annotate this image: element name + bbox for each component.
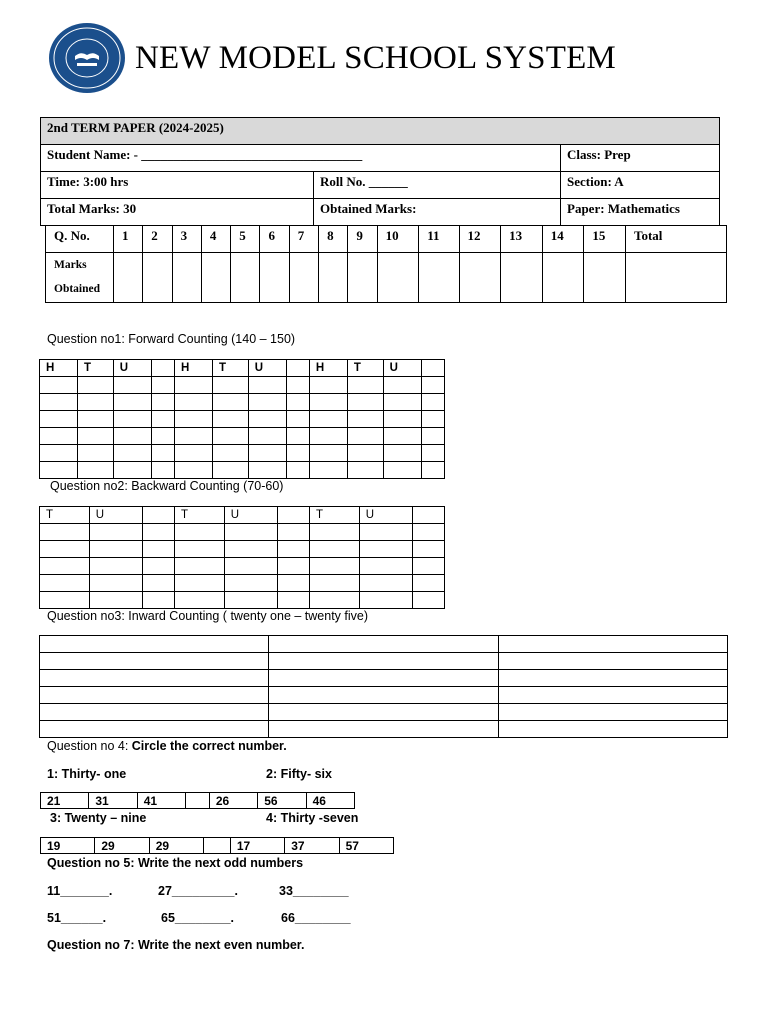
qno-11: 11: [419, 226, 459, 253]
q4-row1-options: [40, 792, 355, 809]
q2-answer-cell[interactable]: [359, 524, 412, 541]
q1-answer-cell[interactable]: [248, 394, 286, 411]
qno-13: 13: [501, 226, 543, 253]
q2-answer-cell[interactable]: [412, 592, 444, 609]
q1-answer-cell[interactable]: [40, 377, 78, 394]
marks-obtained-table: [45, 225, 727, 303]
q2-answer-cell[interactable]: [277, 541, 309, 558]
q2-answer-cell[interactable]: [277, 575, 309, 592]
q1-answer-cell[interactable]: [78, 428, 114, 445]
q2-header: U: [359, 507, 412, 524]
q1-header: U: [383, 360, 421, 377]
q3-answer-cell[interactable]: [40, 636, 269, 653]
q1-answer-cell[interactable]: [212, 411, 248, 428]
q1-answer-cell[interactable]: [347, 394, 383, 411]
q2-header: U: [89, 507, 142, 524]
qno-1: 1: [114, 226, 143, 253]
q3-answer-row: [40, 653, 728, 670]
q2-header: [412, 507, 444, 524]
option-cell[interactable]: 37: [285, 838, 339, 854]
q2-answer-cell[interactable]: [89, 524, 142, 541]
q2-answer-cell[interactable]: [277, 558, 309, 575]
q1-answer-row: [40, 411, 445, 428]
q1-answer-cell[interactable]: [78, 377, 114, 394]
q2-header: T: [40, 507, 90, 524]
q2-answer-cell[interactable]: [40, 592, 90, 609]
option-cell[interactable]: 57: [339, 838, 393, 854]
option-cell[interactable]: 26: [209, 793, 257, 809]
marks-cell[interactable]: [459, 253, 501, 303]
q1-header: H: [309, 360, 347, 377]
q3-answer-row: [40, 670, 728, 687]
q2-header: T: [174, 507, 224, 524]
marks-cell[interactable]: [143, 253, 172, 303]
option-cell: [204, 838, 231, 854]
q2-answer-cell[interactable]: [309, 592, 359, 609]
q2-answer-cell[interactable]: [142, 592, 174, 609]
q1-answer-cell[interactable]: [383, 394, 421, 411]
q1-answer-cell[interactable]: [212, 445, 248, 462]
q3-answer-cell[interactable]: [269, 653, 498, 670]
q4-title: [47, 739, 287, 753]
q1-answer-cell[interactable]: [421, 445, 444, 462]
q1-answer-cell[interactable]: [212, 428, 248, 445]
q1-answer-cell[interactable]: [309, 462, 347, 479]
q3-answer-cell[interactable]: [269, 704, 498, 721]
q2-answer-cell[interactable]: [142, 524, 174, 541]
q1-answer-row: [40, 377, 445, 394]
school-logo: [48, 22, 126, 92]
q1-answer-row: [40, 445, 445, 462]
q2-grid: [39, 506, 445, 609]
q3-answer-row: [40, 687, 728, 704]
qno-9: 9: [348, 226, 377, 253]
q5-blank-d[interactable]: 51______.: [47, 911, 107, 925]
q3-answer-cell[interactable]: [498, 670, 727, 687]
time-label: Time: 3:00 hrs: [41, 172, 314, 199]
q1-answer-cell[interactable]: [174, 462, 212, 479]
qno-7: 7: [289, 226, 318, 253]
q1-answer-cell[interactable]: [113, 394, 151, 411]
q2-answer-cell[interactable]: [309, 524, 359, 541]
q3-answer-cell[interactable]: [498, 721, 727, 738]
q1-header: [421, 360, 444, 377]
q1-answer-cell[interactable]: [113, 411, 151, 428]
class-label: Class: Prep: [561, 145, 720, 172]
q2-answer-row: [40, 592, 445, 609]
marks-label-line2: Obtained: [54, 283, 101, 295]
q2-answer-cell[interactable]: [359, 575, 412, 592]
option-cell[interactable]: 29: [149, 838, 203, 854]
marks-cell[interactable]: [348, 253, 377, 303]
q1-answer-cell[interactable]: [78, 445, 114, 462]
q1-answer-cell[interactable]: [174, 411, 212, 428]
q2-answer-cell[interactable]: [359, 592, 412, 609]
q1-answer-cell[interactable]: [347, 428, 383, 445]
qno-2: 2: [143, 226, 172, 253]
q1-header: [151, 360, 174, 377]
q1-answer-cell[interactable]: [212, 377, 248, 394]
q1-answer-cell[interactable]: [309, 428, 347, 445]
student-name-field[interactable]: Student Name: - __________________________________: [41, 145, 561, 172]
exam-header-table: [40, 117, 720, 226]
q1-answer-cell[interactable]: [286, 394, 309, 411]
q1-title: Question no1: Forward Counting (140 – 150): [47, 332, 296, 346]
qno-10: 10: [377, 226, 419, 253]
q1-header: [286, 360, 309, 377]
q1-header-row: [40, 360, 445, 377]
qno-12: 12: [459, 226, 501, 253]
q1-header: U: [113, 360, 151, 377]
marks-cell[interactable]: [114, 253, 143, 303]
q2-answer-cell[interactable]: [40, 524, 90, 541]
q1-answer-cell[interactable]: [286, 377, 309, 394]
q3-answer-cell[interactable]: [40, 653, 269, 670]
q1-header: T: [78, 360, 114, 377]
q1-answer-cell[interactable]: [286, 411, 309, 428]
q1-answer-cell[interactable]: [309, 394, 347, 411]
qno-5: 5: [231, 226, 260, 253]
qno-6: 6: [260, 226, 289, 253]
q3-answer-cell[interactable]: [498, 653, 727, 670]
q3-answer-cell[interactable]: [269, 636, 498, 653]
marks-cell[interactable]: [172, 253, 201, 303]
qno-15: 15: [584, 226, 626, 253]
q1-answer-cell[interactable]: [78, 394, 114, 411]
option-cell[interactable]: 56: [258, 793, 306, 809]
q3-answer-cell[interactable]: [269, 687, 498, 704]
q1-header: U: [248, 360, 286, 377]
q4-item1: 1: Thirty- one: [47, 767, 127, 781]
marks-cell[interactable]: [201, 253, 230, 303]
q2-answer-cell[interactable]: [40, 558, 90, 575]
q2-answer-cell[interactable]: [174, 575, 224, 592]
q2-header: [142, 507, 174, 524]
q3-answer-cell[interactable]: [498, 687, 727, 704]
q1-answer-cell[interactable]: [174, 445, 212, 462]
q1-answer-cell[interactable]: [78, 462, 114, 479]
q3-answer-row: [40, 704, 728, 721]
q1-answer-cell[interactable]: [151, 411, 174, 428]
q3-answer-cell[interactable]: [40, 704, 269, 721]
q1-answer-cell[interactable]: [212, 394, 248, 411]
q2-answer-cell[interactable]: [174, 541, 224, 558]
q2-answer-cell[interactable]: [174, 592, 224, 609]
qno-8: 8: [319, 226, 348, 253]
q1-answer-row: [40, 462, 445, 479]
q2-answer-cell[interactable]: [277, 524, 309, 541]
q1-answer-cell[interactable]: [40, 462, 78, 479]
q2-answer-cell[interactable]: [142, 575, 174, 592]
q1-answer-cell[interactable]: [78, 411, 114, 428]
q2-answer-cell[interactable]: [174, 524, 224, 541]
q1-answer-cell[interactable]: [421, 428, 444, 445]
q3-answer-cell[interactable]: [269, 721, 498, 738]
q1-answer-cell[interactable]: [421, 394, 444, 411]
roll-no-field[interactable]: Roll No. ______: [314, 172, 561, 199]
q1-answer-cell[interactable]: [309, 377, 347, 394]
q1-answer-cell[interactable]: [40, 394, 78, 411]
q2-answer-row: [40, 524, 445, 541]
q2-title: Question no2: Backward Counting (70-60): [50, 479, 284, 493]
q5-title: Question no 5: Write the next odd numbers: [47, 856, 304, 870]
q1-header: T: [212, 360, 248, 377]
q1-answer-cell[interactable]: [383, 428, 421, 445]
marks-cell[interactable]: [260, 253, 289, 303]
q1-answer-cell[interactable]: [286, 445, 309, 462]
option-cell[interactable]: 17: [230, 838, 284, 854]
q2-answer-cell[interactable]: [412, 575, 444, 592]
q1-answer-cell[interactable]: [309, 411, 347, 428]
marks-cell[interactable]: [231, 253, 260, 303]
q1-answer-cell[interactable]: [347, 445, 383, 462]
q2-answer-cell[interactable]: [224, 592, 277, 609]
q1-answer-cell[interactable]: [113, 462, 151, 479]
q1-answer-cell[interactable]: [347, 411, 383, 428]
q1-answer-cell[interactable]: [286, 428, 309, 445]
q3-answer-row: [40, 721, 728, 738]
q2-answer-cell[interactable]: [224, 558, 277, 575]
q1-answer-row: [40, 428, 445, 445]
marks-cell[interactable]: [584, 253, 626, 303]
obtained-marks-field[interactable]: Obtained Marks:: [314, 199, 561, 226]
option-cell[interactable]: 31: [89, 793, 137, 809]
q1-answer-cell[interactable]: [40, 428, 78, 445]
q1-header: H: [40, 360, 78, 377]
option-cell[interactable]: 41: [137, 793, 185, 809]
q2-answer-cell[interactable]: [309, 541, 359, 558]
option-cell[interactable]: 19: [41, 838, 95, 854]
q1-answer-cell[interactable]: [421, 411, 444, 428]
q2-answer-cell[interactable]: [412, 541, 444, 558]
q1-answer-cell[interactable]: [151, 462, 174, 479]
q2-answer-cell[interactable]: [40, 575, 90, 592]
q5-blank-f[interactable]: 66________: [281, 911, 351, 925]
q2-answer-cell[interactable]: [89, 575, 142, 592]
marks-cell[interactable]: [501, 253, 543, 303]
q4-title-bold: Circle the correct number.: [131, 739, 287, 753]
q2-answer-cell[interactable]: [224, 575, 277, 592]
q1-answer-cell[interactable]: [347, 462, 383, 479]
q1-answer-cell[interactable]: [113, 377, 151, 394]
q4-row2-options: [40, 837, 394, 854]
q2-header-row: [40, 507, 445, 524]
q1-header: T: [347, 360, 383, 377]
q2-answer-row: [40, 541, 445, 558]
q3-answer-cell[interactable]: [498, 704, 727, 721]
q2-answer-cell[interactable]: [359, 541, 412, 558]
q2-answer-cell[interactable]: [89, 558, 142, 575]
q2-header: U: [224, 507, 277, 524]
q2-answer-cell[interactable]: [89, 592, 142, 609]
q1-answer-cell[interactable]: [151, 394, 174, 411]
q2-answer-cell[interactable]: [277, 592, 309, 609]
q1-answer-cell[interactable]: [248, 411, 286, 428]
q2-answer-cell[interactable]: [309, 558, 359, 575]
q1-answer-cell[interactable]: [383, 411, 421, 428]
marks-cell[interactable]: [419, 253, 459, 303]
q1-answer-cell[interactable]: [248, 445, 286, 462]
total-marks-label: Total Marks: 30: [41, 199, 314, 226]
section-label: Section: A: [561, 172, 720, 199]
option-cell: [186, 793, 210, 809]
marks-cell[interactable]: [319, 253, 348, 303]
q3-answer-cell[interactable]: [40, 721, 269, 738]
marks-cell[interactable]: [542, 253, 584, 303]
option-cell[interactable]: 21: [41, 793, 89, 809]
q1-answer-cell[interactable]: [286, 462, 309, 479]
marks-cell[interactable]: [626, 253, 727, 303]
q1-answer-cell[interactable]: [151, 445, 174, 462]
q4-item3: 3: Twenty – nine: [50, 811, 147, 825]
q1-answer-cell[interactable]: [113, 445, 151, 462]
school-name: NEW MODEL SCHOOL SYSTEM: [135, 40, 616, 76]
q2-answer-row: [40, 575, 445, 592]
q1-answer-cell[interactable]: [383, 445, 421, 462]
q3-answer-cell[interactable]: [40, 670, 269, 687]
q3-answer-cell[interactable]: [498, 636, 727, 653]
q1-answer-row: [40, 394, 445, 411]
q1-answer-cell[interactable]: [40, 445, 78, 462]
q2-answer-cell[interactable]: [142, 558, 174, 575]
q1-answer-cell[interactable]: [383, 377, 421, 394]
q1-answer-cell[interactable]: [248, 428, 286, 445]
q1-answer-cell[interactable]: [174, 394, 212, 411]
q2-answer-cell[interactable]: [224, 524, 277, 541]
qno-3: 3: [172, 226, 201, 253]
q1-answer-cell[interactable]: [248, 377, 286, 394]
q1-header: H: [174, 360, 212, 377]
option-cell[interactable]: 46: [306, 793, 354, 809]
q1-answer-cell[interactable]: [40, 411, 78, 428]
marks-cell[interactable]: [289, 253, 318, 303]
q1-answer-cell[interactable]: [383, 462, 421, 479]
q3-answer-cell[interactable]: [40, 687, 269, 704]
q1-answer-cell[interactable]: [151, 377, 174, 394]
q2-answer-cell[interactable]: [142, 541, 174, 558]
option-cell[interactable]: 29: [95, 838, 149, 854]
q2-answer-cell[interactable]: [309, 575, 359, 592]
total-header: Total: [626, 226, 727, 253]
q1-grid: [39, 359, 445, 479]
q5-blank-b[interactable]: 27_________.: [158, 884, 238, 898]
q7-title: Question no 7: Write the next even number.: [47, 938, 305, 952]
marks-label-line1: Marks: [54, 259, 87, 271]
q3-answer-cell[interactable]: [269, 670, 498, 687]
marks-obtained-label: [46, 253, 114, 303]
qno-4: 4: [201, 226, 230, 253]
qno-14: 14: [542, 226, 584, 253]
marks-cell[interactable]: [377, 253, 419, 303]
q2-header: T: [309, 507, 359, 524]
q2-answer-cell[interactable]: [359, 558, 412, 575]
q3-grid: [39, 635, 728, 738]
q1-answer-cell[interactable]: [421, 377, 444, 394]
q1-answer-cell[interactable]: [421, 462, 444, 479]
q1-answer-cell[interactable]: [174, 377, 212, 394]
q4-item4: 4: Thirty -seven: [266, 811, 359, 825]
q1-answer-cell[interactable]: [151, 428, 174, 445]
q5-blank-a[interactable]: 11_______.: [47, 884, 113, 898]
q2-header: [277, 507, 309, 524]
q2-answer-cell[interactable]: [412, 558, 444, 575]
q1-answer-cell[interactable]: [347, 377, 383, 394]
q4-item2: 2: Fifty- six: [266, 767, 332, 781]
q2-answer-cell[interactable]: [174, 558, 224, 575]
q4-title-plain: Question no 4:: [47, 739, 132, 753]
q3-title: Question no3: Inward Counting ( twenty one – twenty five): [47, 609, 369, 623]
paper-label: Paper: Mathematics: [561, 199, 720, 226]
q2-answer-row: [40, 558, 445, 575]
q2-answer-cell[interactable]: [40, 541, 90, 558]
q2-answer-cell[interactable]: [224, 541, 277, 558]
qno-header: Q. No.: [46, 226, 114, 253]
q1-answer-cell[interactable]: [174, 428, 212, 445]
q2-answer-cell[interactable]: [412, 524, 444, 541]
q2-answer-cell[interactable]: [89, 541, 142, 558]
q5-blank-e[interactable]: 65________.: [161, 911, 234, 925]
q3-answer-row: [40, 636, 728, 653]
q1-answer-cell[interactable]: [248, 462, 286, 479]
q1-answer-cell[interactable]: [212, 462, 248, 479]
term-title: 2nd TERM PAPER (2024-2025): [41, 118, 720, 145]
q5-blank-c[interactable]: 33________: [279, 884, 349, 898]
q1-answer-cell[interactable]: [113, 428, 151, 445]
q1-answer-cell[interactable]: [309, 445, 347, 462]
